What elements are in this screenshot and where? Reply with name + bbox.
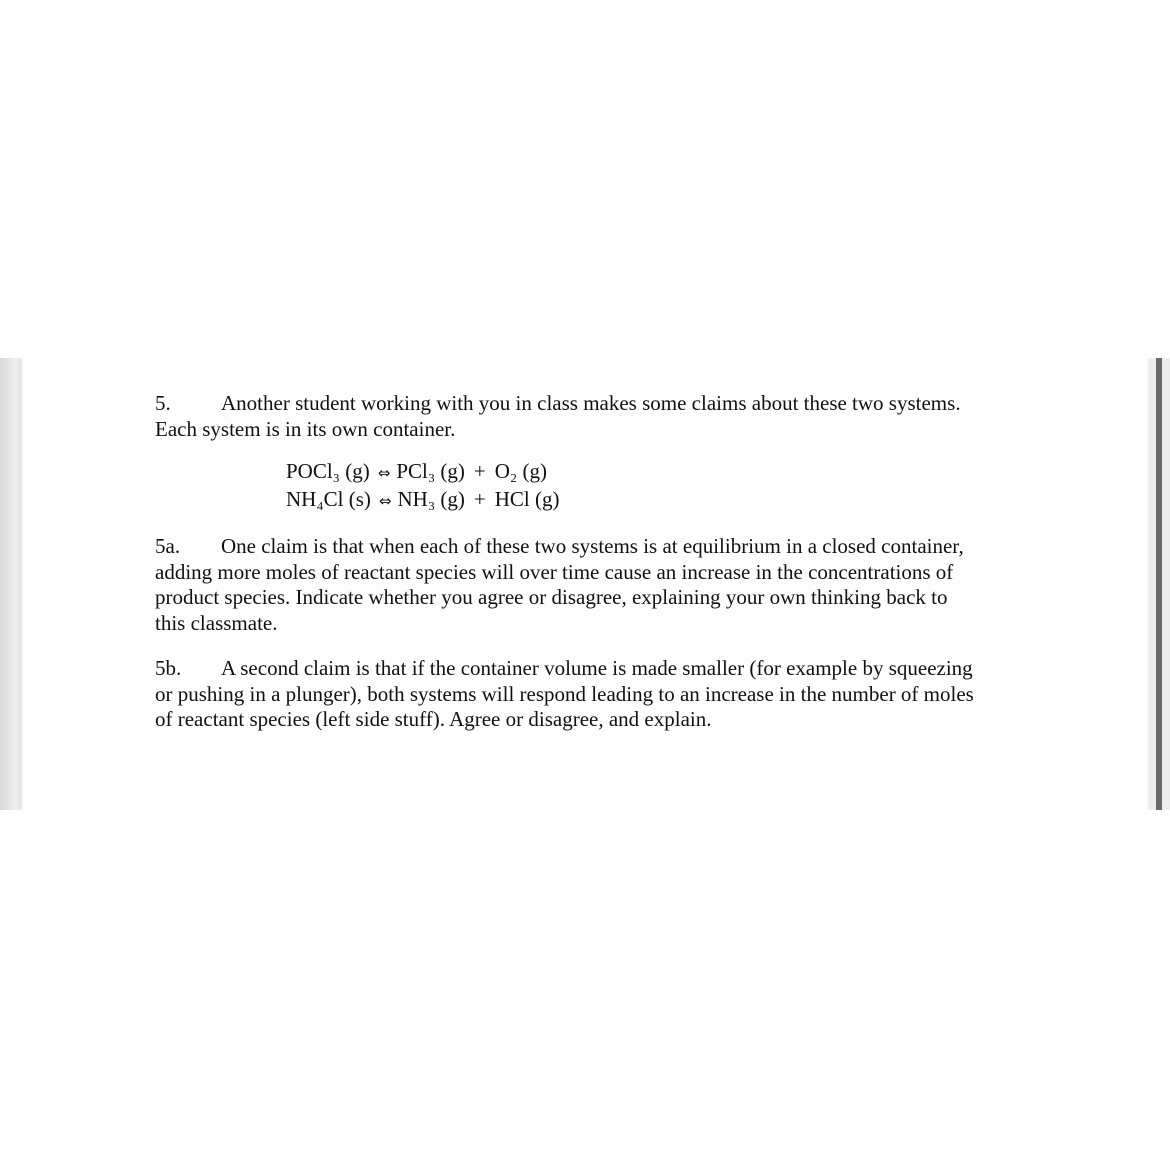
question-line-2: Each system is in its own container. (155, 416, 456, 441)
equilibrium-arrow-icon: ⇔ (378, 492, 392, 510)
product: NH₃ (g) (397, 487, 465, 511)
product: HCl (g) (494, 487, 560, 511)
equation-1 (286, 458, 1035, 486)
part-a-line-2: adding more moles of reactant species will over time cause an increase in the concentrations of (155, 559, 954, 584)
product: O₂ (g) (494, 459, 547, 483)
plus-sign: + (473, 459, 486, 483)
part-number: 5b. (155, 656, 182, 680)
equilibrium-arrow-icon: ⇔ (377, 464, 391, 482)
part-a-line-4: this classmate. (155, 610, 278, 635)
equation-2 (286, 486, 1035, 514)
part-b-line-3: of reactant species (left side stuff). Agree or disagree, and explain. (155, 707, 712, 731)
part-a-line-3: product species. Indicate whether you agree or disagree, explaining your own thinking back to (155, 585, 948, 609)
part-b-line-1: A second claim is that if the container volume is made smaller (for example by squeezing (221, 656, 973, 680)
left-page-edge (0, 358, 22, 810)
reactant: POCl₃ (g) (286, 459, 370, 483)
question-5 (155, 391, 1035, 442)
question-number: 5. (155, 391, 171, 415)
product: PCl₃ (g) (396, 459, 465, 483)
question-document (155, 391, 1035, 733)
reactant: NH₄Cl (s) (286, 487, 371, 511)
part-b-line-2: or pushing in a plunger), both systems will respond leading to an increase in the number of moles (155, 681, 974, 706)
scrollbar[interactable] (1156, 358, 1162, 810)
question-5b (155, 656, 1035, 733)
question-line-1: Another student working with you in class makes some claims about these two systems. (221, 391, 961, 415)
equation-block (286, 458, 1035, 514)
part-number: 5a. (155, 534, 181, 558)
plus-sign: + (473, 487, 486, 511)
question-5a (155, 534, 1035, 636)
part-a-line-1: One claim is that when each of these two systems is at equilibrium in a closed container, (221, 534, 964, 558)
